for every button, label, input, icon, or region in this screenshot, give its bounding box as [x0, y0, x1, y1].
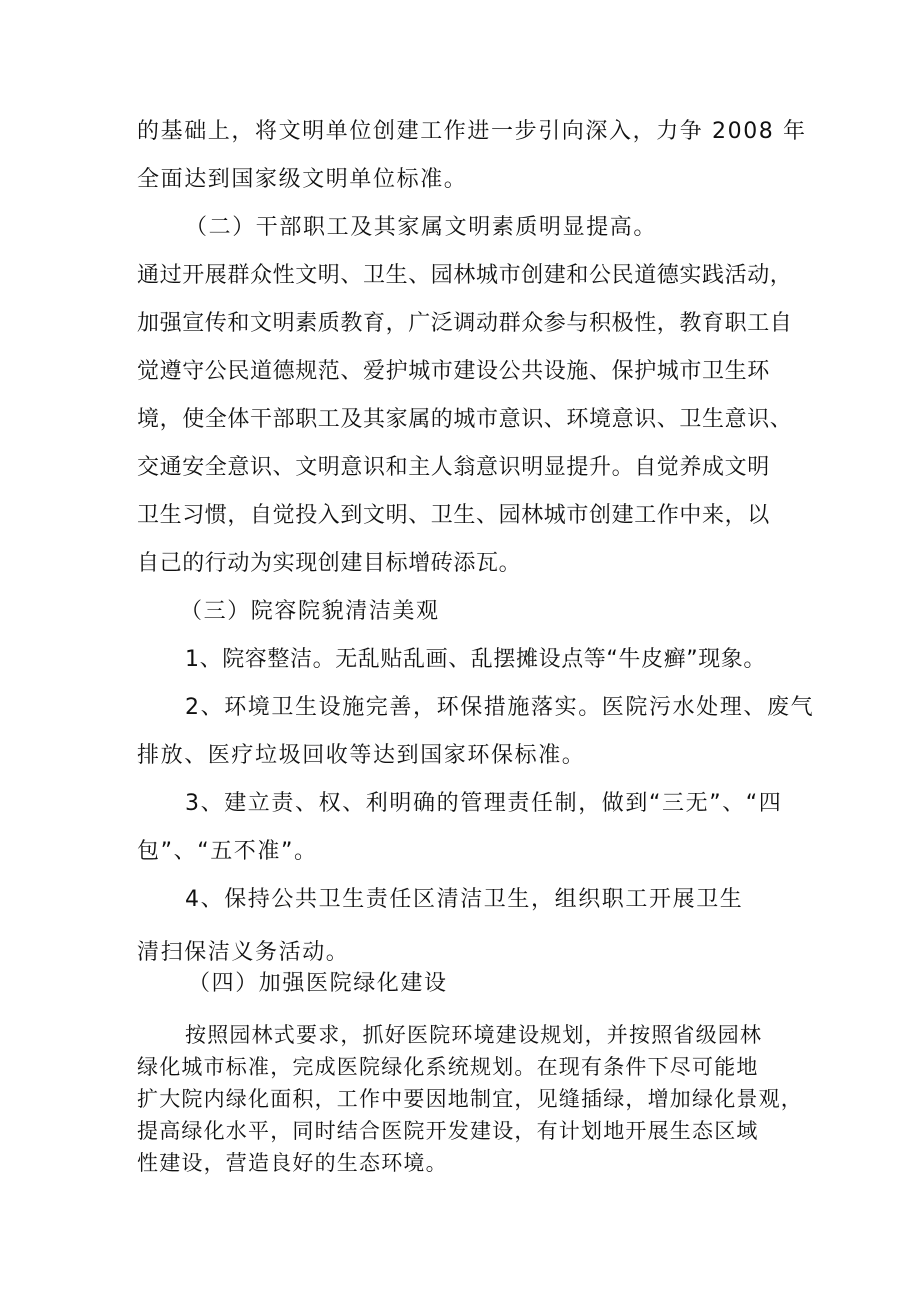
paragraph-line: 自己的行动为实现创建目标增砖添瓦。	[137, 551, 522, 576]
paragraph-line: 境，使全体干部职工及其家属的城市意识、环境意识、卫生意识、	[137, 407, 793, 432]
paragraph-line: 觉遵守公民道德规范、爱护城市建设公共设施、保护城市卫生环	[137, 359, 770, 384]
paragraph-line: 加强宣传和文明素质教育，广泛调动群众参与积极性，教育职工自	[137, 311, 793, 336]
section-heading-2: （二）干部职工及其家属文明素质明显提高。	[185, 215, 658, 240]
paragraph-line: 扩大院内绿化面积，工作中要因地制宜，见缝插绿，增加绿化景观，	[137, 1087, 803, 1111]
list-item-4-continued: 清扫保洁义务活动。	[137, 940, 350, 965]
list-item-3-continued: 包”、“五不准”。	[137, 839, 318, 864]
list-item-1: 1、院容整洁。无乱贴乱画、乱摆摊设点等“牛皮癣”现象。	[185, 647, 766, 672]
list-item-2-continued: 排放、医疗垃圾回收等达到国家环保标准。	[137, 743, 586, 768]
list-item-3: 3、建立责、权、利明确的管理责任制，做到“三无”、“四	[185, 791, 783, 816]
paragraph-line: 的基础上，将文明单位创建工作进一步引向深入，力争 2008 年	[137, 119, 807, 144]
paragraph-line: 通过开展群众性文明、卫生、园林城市创建和公民道德实践活动，	[137, 263, 793, 288]
list-item-4: 4、保持公共卫生责任区清洁卫生，组织职工开展卫生	[185, 887, 744, 912]
paragraph-line: 交通安全意识、文明意识和主人翁意识明显提升。自觉养成文明	[137, 455, 770, 480]
paragraph-line: 提高绿化水平，同时结合医院开发建设，有计划地开展生态区域	[137, 1119, 759, 1143]
paragraph-line: 全面达到国家级文明单位标准。	[137, 167, 468, 192]
paragraph-line: 性建设，营造良好的生态环境。	[137, 1151, 448, 1175]
paragraph-line: 绿化城市标准，完成医院绿化系统规划。在现有条件下尽可能地	[137, 1055, 759, 1079]
paragraph-line: 按照园林式要求，抓好医院环境建设规划，并按照省级园林	[185, 1023, 763, 1047]
list-item-2: 2、环境卫生设施完善，环保措施落实。医院污水处理、废气	[185, 695, 815, 720]
section-heading-4: （四）加强医院绿化建设	[188, 971, 448, 996]
section-heading-3: （三）院容院貌清洁美观	[180, 599, 440, 624]
paragraph-line: 卫生习惯，自觉投入到文明、卫生、园林城市创建工作中来，以	[137, 503, 770, 528]
